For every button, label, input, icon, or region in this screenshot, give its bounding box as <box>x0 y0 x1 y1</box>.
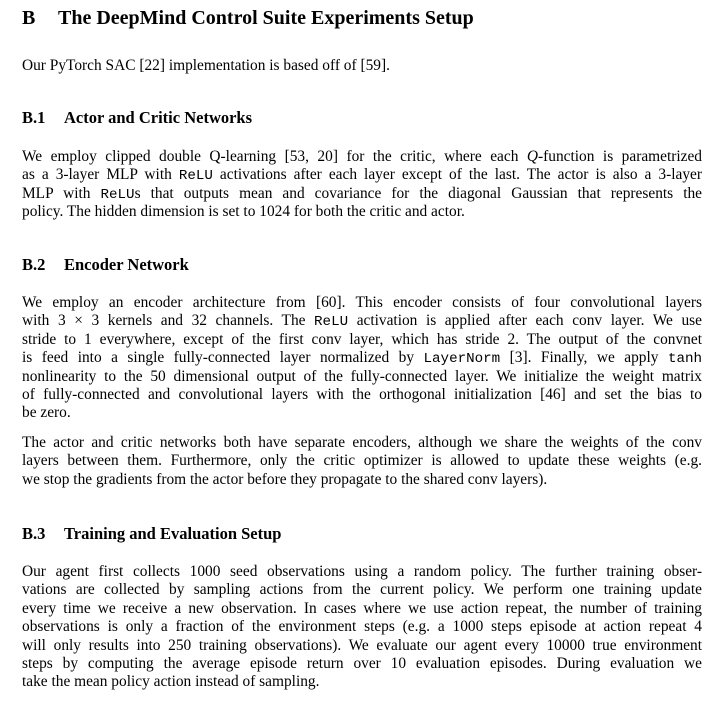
subsection-title: Training and Evaluation Setup <box>64 524 282 543</box>
code-relu: ReLU <box>314 314 349 331</box>
subsection-title: Encoder Network <box>64 255 189 274</box>
text-line: vations are collected by sampling actions from the current policy. We perform one training update <box>22 581 702 599</box>
text-line: be zero. <box>22 404 71 422</box>
subsection-heading-b2 <box>22 255 189 275</box>
code-layernorm: LayerNorm <box>423 351 501 368</box>
text-line: is feed into a single fully-connected layer normalized by LayerNorm [3]. Finally, we apply tanh <box>22 349 702 368</box>
code-tanh: tanh <box>667 351 702 368</box>
text-line: nonlinearity to the 50 dimensional output of the fully-connected layer. We initialize the weight matrix <box>22 367 702 385</box>
subsection-number: B.3 <box>22 524 46 543</box>
b2-paragraph-1 <box>22 294 702 423</box>
text-line: Our agent first collects 1000 seed observations using a random policy. The further training obser- <box>22 563 702 580</box>
subsection-heading-b1 <box>22 108 252 128</box>
text-line: every time we receive a new observation. In cases where we use action repeat, the number of training <box>22 599 702 617</box>
code-relu: ReLU <box>100 186 135 203</box>
subsection-title: Actor and Critic Networks <box>64 108 253 127</box>
text-line: we stop the gradients from the actor before they propagate to the shared conv layers). <box>22 470 548 488</box>
math-q: Q <box>526 148 539 165</box>
code-relu: ReLU <box>178 168 213 185</box>
subsection-number: B.2 <box>22 255 46 274</box>
subsection-heading-b3 <box>22 524 281 544</box>
text-line: We employ clipped double Q-learning [53, 20] for the critic, where each Q-function is parametrized <box>22 148 702 165</box>
section-title: The DeepMind Control Suite Experiments Setup <box>58 7 474 29</box>
section-number: B <box>22 7 36 29</box>
section-heading <box>22 6 474 30</box>
text-line: We employ an encoder architecture from [60]. This encoder consists of four convolutional layers <box>22 294 702 311</box>
subsection-number: B.1 <box>22 108 46 127</box>
text-line: MLP with ReLUs that outputs mean and covariance for the diagonal Gaussian that represents the <box>22 184 702 203</box>
text-line: as a 3-layer MLP with ReLU activations after each layer except of the last. The actor is also a 3-layer <box>22 166 703 185</box>
intro-paragraph <box>22 57 702 75</box>
text-line: stride to 1 everywhere, except of the first conv layer, which has stride 2. The output of the convnet <box>22 330 702 348</box>
text-line: observations is only a fraction of the environment steps (e.g. a 1000 steps episode at action repeat 4 <box>22 618 702 636</box>
text-line: take the mean policy action instead of sampling. <box>22 673 320 691</box>
b2-paragraph-2 <box>22 434 702 489</box>
text-line: of fully-connected and convolutional layers with the orthogonal initialization [46] and set the bias to <box>22 385 702 403</box>
intro-text: Our PyTorch SAC [22] implementation is based off of [59]. <box>22 57 390 74</box>
b3-paragraph <box>22 563 702 692</box>
text-line: policy. The hidden dimension is set to 1024 for both the critic and actor. <box>22 203 465 221</box>
text-line: steps by computing the average episode return over 10 evaluation episodes. During evaluation we <box>22 654 702 672</box>
text-line: with 3 × 3 kernels and 32 channels. The ReLU activation is applied after each conv layer. We use <box>22 312 702 331</box>
text-line: layers between them. Furthermore, only the critic optimizer is allowed to update these weights (e.g. <box>22 452 702 470</box>
text-line: The actor and critic networks both have separate encoders, although we share the weights of the conv <box>22 434 702 451</box>
b1-paragraph <box>22 148 702 222</box>
text-line: will only results into 250 training observations). We evaluate our agent every 10000 true environment <box>22 636 702 654</box>
